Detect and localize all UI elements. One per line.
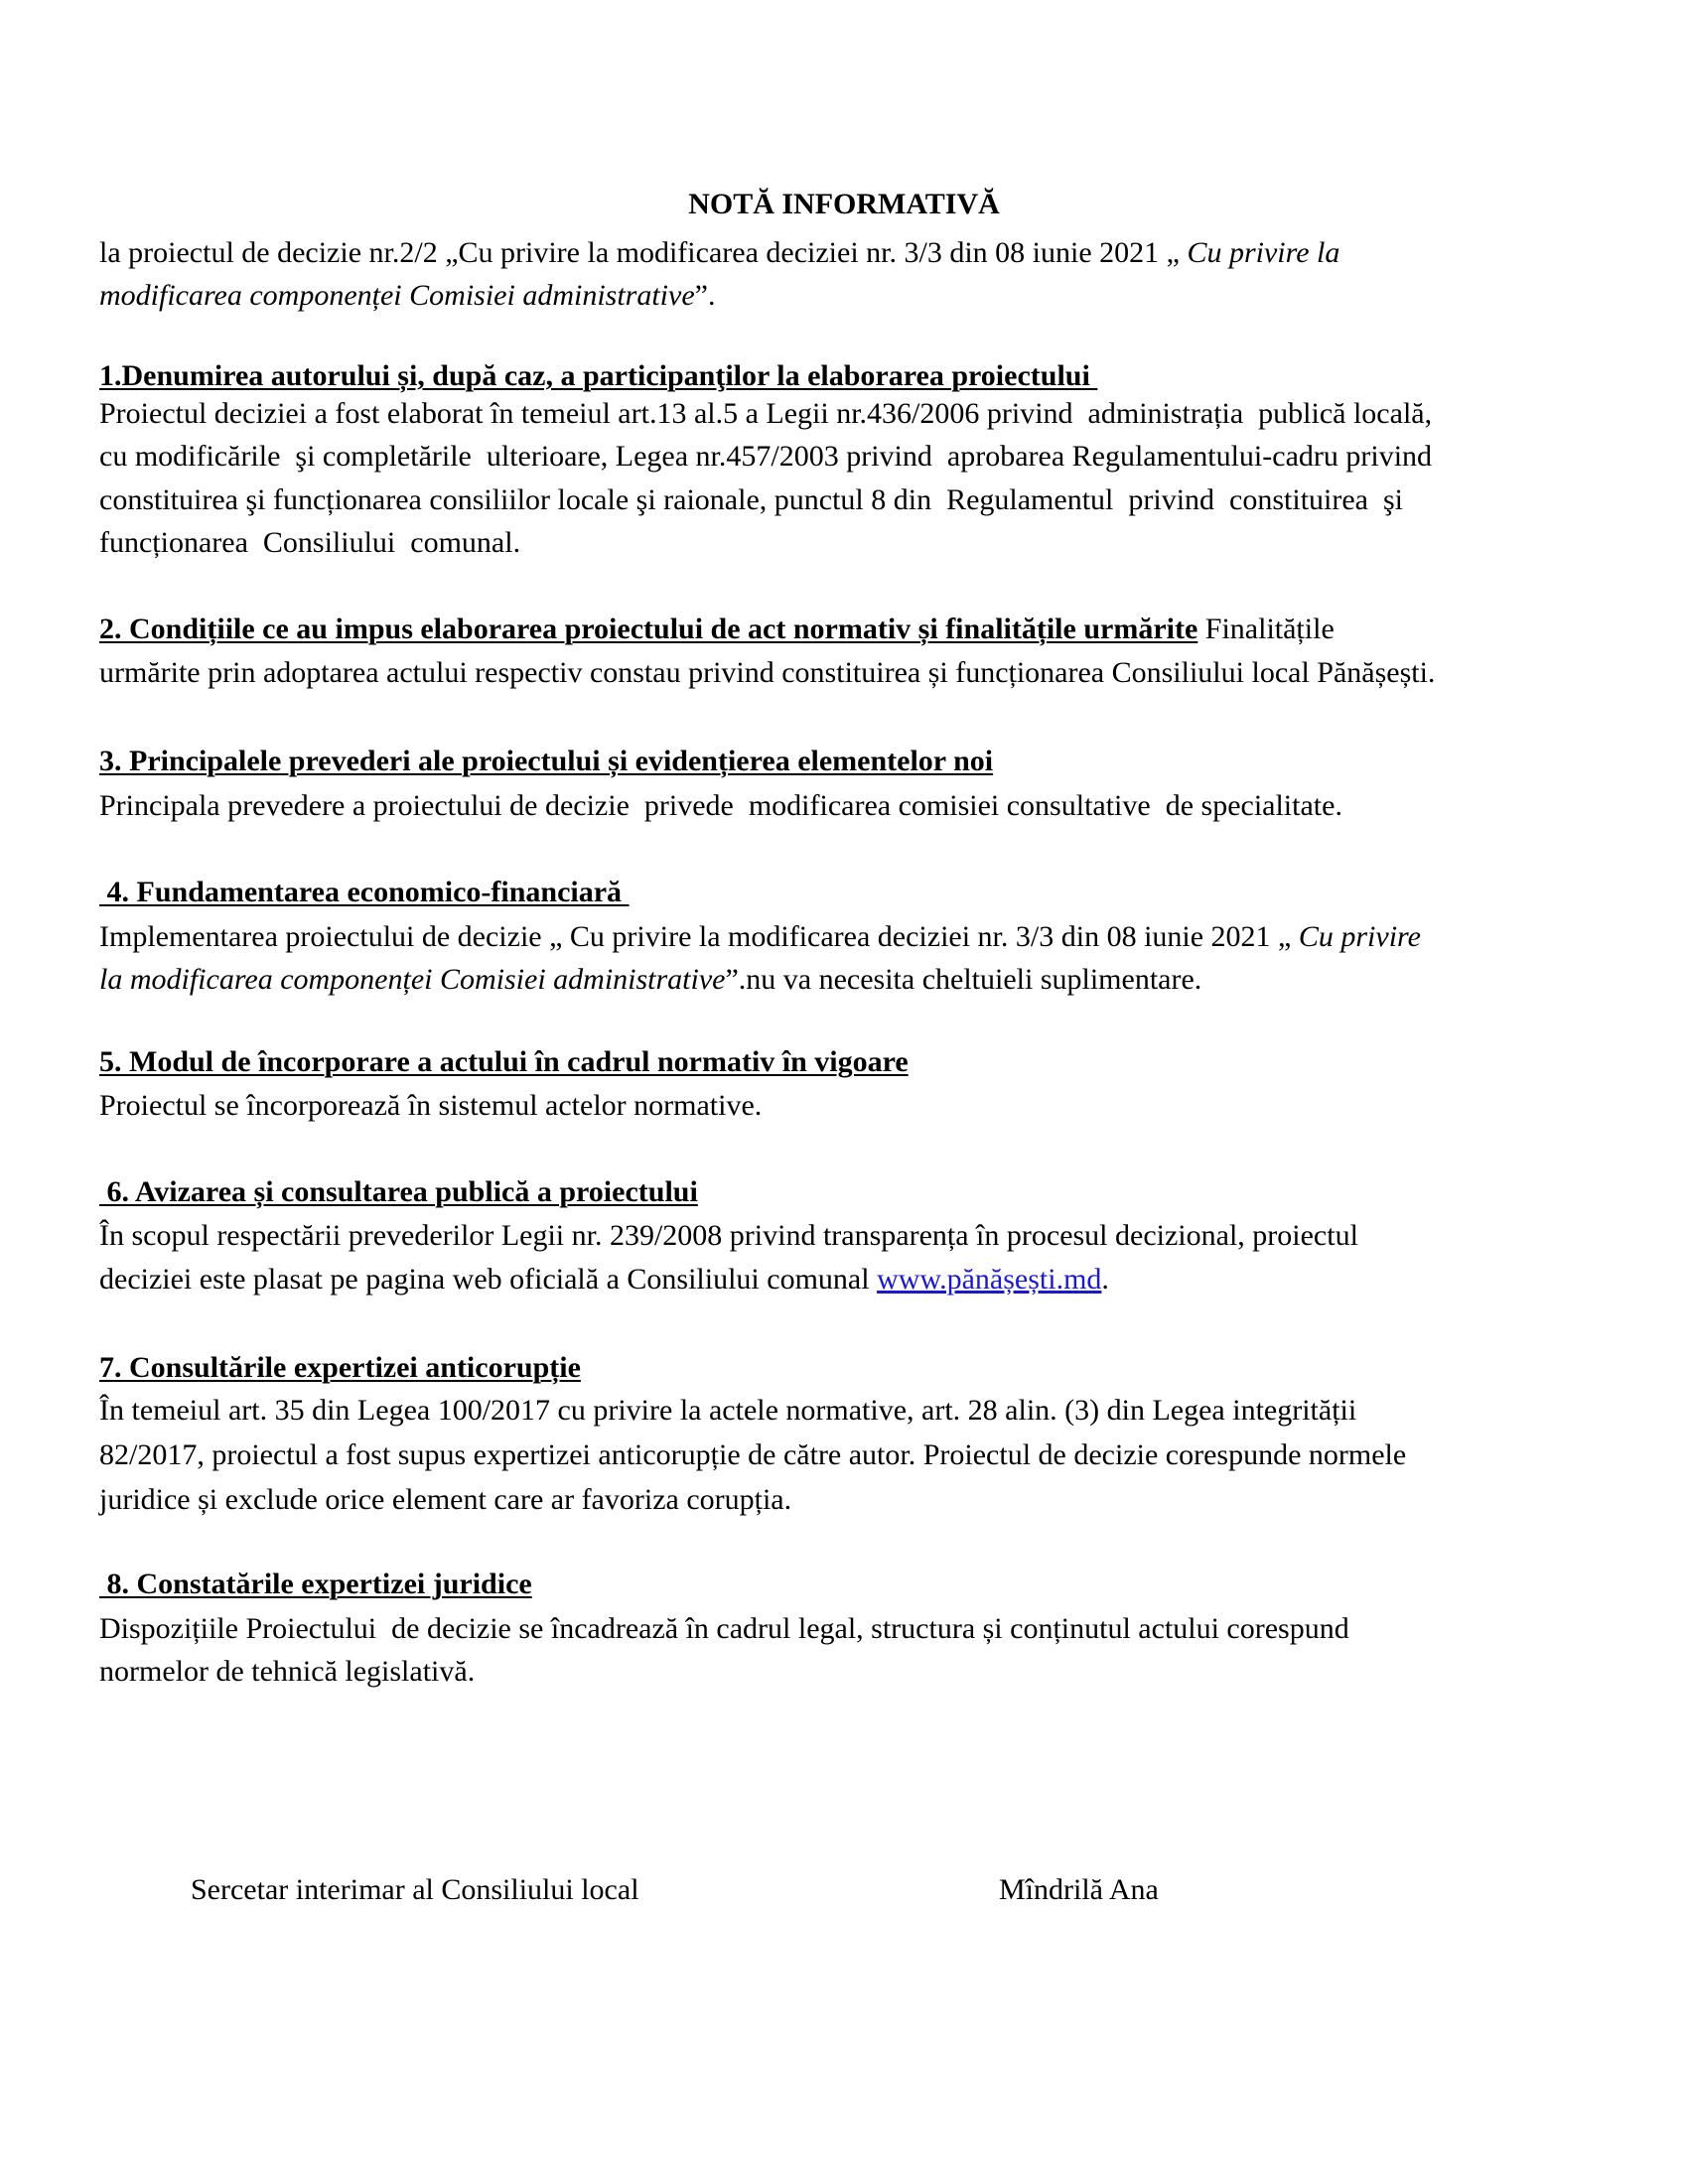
section-8-heading: 8. Constatările expertizei juridice: [99, 1568, 532, 1600]
section-2-heading-tail: Finalitățile: [1197, 613, 1335, 645]
section-5-heading: 5. Modul de încorporare a actului în cadrul normativ în vigoare: [99, 1045, 909, 1078]
intro-italic: Cu privire la: [1187, 236, 1340, 269]
signature-role: Sercetar interimar al Consiliului local: [191, 1873, 639, 1906]
section-8-line: normelor de tehnică legislativă.: [99, 1655, 476, 1688]
section-4-italic: Cu privire: [1298, 920, 1421, 953]
section-7-line: juridice și exclude orice element care ar favoriza corupția.: [99, 1483, 792, 1516]
intro-italic: modificarea componenței Comisiei administrative: [99, 279, 695, 312]
website-link[interactable]: www.pănășești.md: [877, 1263, 1102, 1296]
signature-name: Mîndrilă Ana: [999, 1873, 1159, 1906]
intro-text: ”.: [694, 279, 716, 312]
section-1-line: funcționarea Consiliului comunal.: [99, 526, 521, 559]
section-7-heading: 7. Consultările expertizei anticorupție: [99, 1351, 581, 1384]
section-6-heading: 6. Avizarea și consultarea publică a proiectului: [99, 1175, 698, 1208]
section-8-line: Dispozițiile Proiectului de decizie se încadrează în cadrul legal, structura și conținutul actului corespund: [99, 1612, 1349, 1645]
section-1-line: Proiectul deciziei a fost elaborat în temeiul art.13 al.5 a Legii nr.436/2006 privind administrația publică locală,: [99, 397, 1433, 430]
section-2-line: urmărite prin adoptarea actului respectiv constau privind constituirea și funcționarea Consiliului local Pănășești.: [99, 656, 1436, 689]
section-6-text: .: [1101, 1263, 1109, 1296]
section-2-heading-line: [99, 612, 1335, 647]
section-5-line: Proiectul se încorporează în sistemul actelor normative.: [99, 1089, 763, 1122]
section-1-line: constituirea şi funcționarea consiliilor locale şi raionale, punctul 8 din Regulamentul privind constituirea şi: [99, 483, 1403, 516]
section-4-text: ”.nu va necesita cheltuieli suplimentare.: [725, 963, 1202, 996]
intro-text: la proiectul de decizie nr.2/2 „Cu privire la modificarea deciziei nr. 3/3 din 08 iunie 2021 „: [99, 236, 1188, 269]
section-2-heading: 2. Condițiile ce au impus elaborarea proiectului de act normativ și finalitățile urmărite: [99, 613, 1198, 645]
section-3-line: Principala prevedere a proiectului de decizie privede modificarea comisiei consultative de specialitate.: [99, 789, 1342, 822]
intro-line-1: [99, 235, 1339, 271]
section-4-line-1: [99, 919, 1421, 955]
document-title: NOTĂ INFORMATIVĂ: [688, 188, 1000, 220]
section-6-text: deciziei este plasat pe pagina web oficială a Consiliului comunal: [99, 1263, 878, 1296]
section-4-heading: 4. Fundamentarea economico-financiară: [99, 876, 630, 908]
intro-line-2: [99, 278, 715, 314]
section-7-line: 82/2017, proiectul a fost supus expertizei anticorupție de către autor. Proiectul de decizie corespunde normele: [99, 1438, 1407, 1471]
section-7-line: În temeiul art. 35 din Legea 100/2017 cu privire la actele normative, art. 28 alin. (3) din Legea integrității: [99, 1394, 1357, 1427]
section-6-line: În scopul respectării prevederilor Legii nr. 239/2008 privind transparența în procesul decizional, proiectul: [99, 1219, 1358, 1252]
section-3-heading: 3. Principalele prevederi ale proiectului și evidențierea elementelor noi: [99, 745, 994, 777]
section-1-line: cu modificările şi completările ulterioare, Legea nr.457/2003 privind aprobarea Regulamentului-cadru privind: [99, 440, 1433, 473]
section-1-heading: 1.Denumirea autorului și, după caz, a participanţilor la elaborarea proiectului: [99, 359, 1098, 392]
section-6-line-2: [99, 1262, 1109, 1297]
section-4-text: Implementarea proiectului de decizie „ Cu privire la modificarea deciziei nr. 3/3 din 08 iunie 2021 „: [99, 920, 1299, 953]
section-4-italic: la modificarea componenței Comisiei administrative: [99, 963, 726, 996]
section-4-line-2: [99, 962, 1201, 998]
